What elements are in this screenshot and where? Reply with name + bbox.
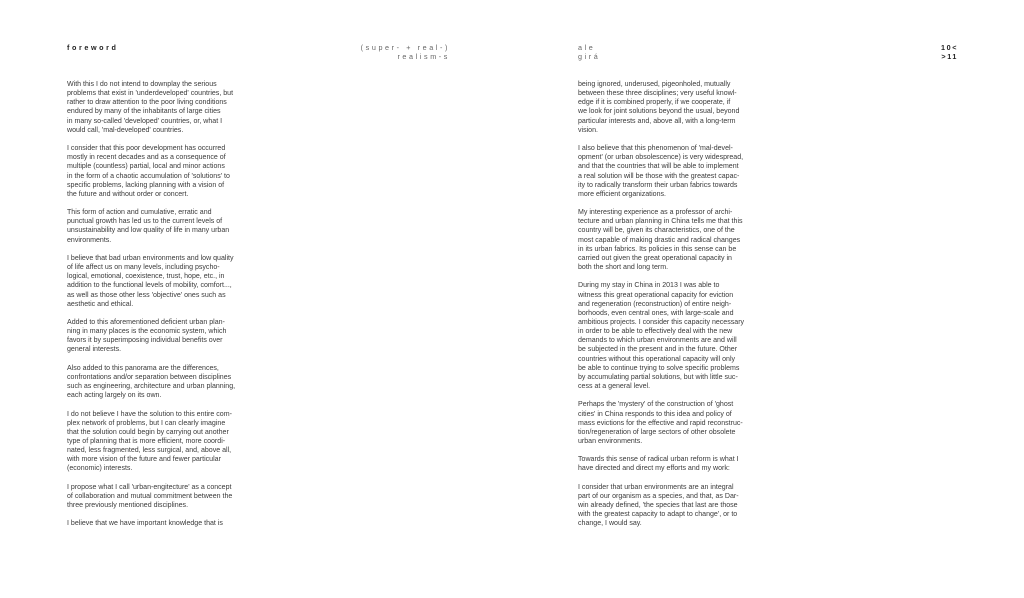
paragraph: [67, 483, 259, 510]
text-line: Added to this aforementioned deficient urban plan-: [67, 319, 225, 326]
paragraph: [67, 254, 259, 309]
text-line: most capable of making drastic and radical changes: [578, 236, 741, 244]
text-line: Towards this sense of radical urban reform is what I: [578, 456, 739, 464]
text-line: I do not believe I have the solution to this entire com-: [67, 410, 232, 418]
paragraph: [578, 80, 770, 135]
text-line: three previously mentioned disciplines.: [67, 502, 189, 510]
page-numbers: [941, 43, 958, 61]
text-line: and regeneration (reconstruction) of entire neigh-: [578, 300, 732, 308]
text-line: with the greatest capacity to adapt to change', or to: [578, 511, 738, 519]
text-line: favors it by superimposing individual benefits over: [67, 337, 223, 345]
text-line: tecture and urban planning in China tells me that this: [578, 218, 743, 226]
text-line: be able to continue trying to solve specific problems: [578, 364, 740, 372]
text-line: addition to the functional levels of mobility, comfort...,: [67, 282, 232, 290]
text-line: I also believe that this phenomenon of 'mal-devel-: [578, 145, 733, 153]
text-line: type of planning that is more efficient, more coordi-: [67, 438, 226, 445]
paragraph: [67, 80, 259, 135]
text-line: be subjected in the present and in the future. Other: [578, 346, 738, 354]
text-line: cities' in China responds to this idea and policy of: [578, 410, 732, 418]
text-line: and that the countries that will be able to implement: [578, 163, 739, 171]
text-line: would call, 'mal-developed' countries.: [67, 126, 184, 134]
text-line: demands to which urban environments are and will: [578, 337, 737, 345]
paragraph: [67, 519, 259, 528]
text-line: such as engineering, architecture and urban planning,: [67, 383, 236, 391]
text-line: by accumulating partial solutions, but with little suc-: [578, 373, 738, 381]
text-line: witness this great operational capacity for eviction: [578, 291, 734, 299]
text-line: This form of action and cumulative, erratic and: [67, 209, 212, 217]
text-line: carried out given the great operational capacity in: [578, 254, 732, 262]
page-number-left: 10<: [941, 43, 958, 52]
text-line: particular interests and, above all, with a long-term: [578, 117, 736, 125]
author-name: [578, 43, 600, 61]
text-line: I believe that we have important knowledge that is: [67, 520, 223, 528]
paragraph: [67, 144, 259, 199]
paragraph: [578, 208, 770, 272]
text-line: rather to draw attention to the poor living conditions: [67, 99, 227, 107]
book-title-line: realism-s: [397, 52, 450, 61]
text-line: punctual growth has led us to the current levels of: [67, 218, 223, 226]
text-line: I believe that bad urban environments and low quality: [67, 254, 234, 262]
text-line: more efficient organizations.: [578, 190, 667, 198]
text-line: as well as those other less 'objective' ones such as: [67, 291, 226, 299]
text-line: confrontations and/or separation between disciplines: [67, 373, 232, 381]
text-line: opment' (or urban obsolescence) is very widespread,: [578, 154, 744, 162]
text-line: both the short and long term.: [578, 264, 669, 272]
text-line: unsustainability and low quality of life in many urban: [67, 227, 230, 235]
right-text-column: [578, 80, 770, 538]
text-line: between these three disciplines; very useful knowl-: [578, 90, 737, 98]
paragraph: [578, 483, 770, 529]
text-line: urban environments.: [578, 438, 643, 446]
author-name-line: girá: [578, 52, 601, 61]
section-label: [67, 43, 119, 52]
text-line: win already defined, 'the species that last are those: [578, 502, 738, 510]
paragraph: [578, 455, 770, 473]
text-line: country will be, given its characteristics, one of the: [578, 227, 735, 235]
text-line: I consider that this poor development has occurred: [67, 145, 226, 153]
left-text-column: [67, 80, 259, 538]
text-line: the future and without order or concert.: [67, 190, 189, 198]
text-line: aesthetic and ethical.: [67, 300, 134, 308]
book-title-line: (super- + real-): [360, 43, 450, 52]
text-line: a real solution will be those with the greatest capac-: [578, 172, 740, 180]
text-line: in its urban fabrics. Its policies in this sense can be: [578, 245, 737, 253]
text-line: with more vision of the future and fewer particular: [67, 456, 221, 464]
text-line: edge if it is combined properly, if we cooperate, if: [578, 99, 731, 107]
text-line: Also added to this panorama are the differences,: [67, 364, 219, 372]
text-line: in many so-called 'developed' countries, or, what I: [67, 117, 223, 125]
text-line: change, I would say.: [578, 520, 642, 528]
text-line: plex network of problems, but I can clearly imagine: [67, 419, 226, 427]
text-line: cess at a general level.: [578, 383, 651, 391]
text-line: endured by many of the inhabitants of large cities: [67, 108, 221, 116]
text-line: nated, less fragmented, less surgical, and, above all,: [67, 447, 232, 455]
text-line: each acting largely on its own.: [67, 392, 162, 400]
text-line: have directed and direct my efforts and my work:: [578, 465, 730, 473]
text-line: tion/regeneration of large sectors of other obsolete: [578, 428, 736, 436]
paragraph: [67, 364, 259, 401]
text-line: environments.: [67, 236, 112, 244]
text-line: problems that exist in 'underdeveloped' countries, but: [67, 90, 234, 98]
text-line: Perhaps the 'mystery' of the construction of 'ghost: [578, 401, 734, 409]
text-line: countries without this operational capacity will only: [578, 355, 736, 363]
text-line: ambitious projects. I consider this capacity necessary: [578, 319, 745, 327]
text-line: During my stay in China in 2013 I was able to: [578, 282, 720, 290]
paragraph: [67, 410, 259, 474]
author-name-line: ale: [578, 43, 596, 52]
section-label-text: foreword: [67, 43, 119, 52]
text-line: ity to radically transform their urban fabrics towards: [578, 181, 738, 189]
text-line: logical, emotional, coexistence, trust, hope, etc., in: [67, 273, 225, 281]
text-line: multiple (countless) partial, local and minor actions: [67, 163, 225, 171]
text-line: I propose what I call 'urban-engitecture' as a concept: [67, 483, 232, 491]
text-line: mostly in recent decades and as a consequence of: [67, 154, 226, 162]
paragraph: [67, 208, 259, 245]
text-line: general interests.: [67, 346, 122, 354]
text-line: (economic) interests.: [67, 465, 133, 473]
paragraph: [578, 400, 770, 446]
paragraph: [578, 144, 770, 199]
text-line: in the form of a chaotic accumulation of 'solutions' to: [67, 172, 230, 180]
text-line: specific problems, lacking planning with a vision of: [67, 181, 225, 189]
text-line: My interesting experience as a professor of archi-: [578, 209, 733, 217]
text-line: we look for joint solutions beyond the usual, beyond: [578, 108, 740, 116]
text-line: that the solution could begin by carrying out another: [67, 428, 229, 436]
book-title: [360, 43, 450, 61]
text-line: ning in many places is the economic system, which: [67, 328, 227, 336]
paragraph: [578, 281, 770, 391]
text-line: mass evictions for the effective and rapid reconstruc-: [578, 419, 743, 427]
text-line: of collaboration and mutual commitment between the: [67, 492, 233, 500]
text-line: part of our organism as a species, and that, as Dar-: [578, 492, 739, 500]
text-line: of life affect us on many levels, including psycho-: [67, 264, 220, 272]
text-line: vision.: [578, 126, 598, 134]
text-line: I consider that urban environments are an integral: [578, 483, 734, 491]
text-line: being ignored, underused, pigeonholed, mutually: [578, 81, 731, 88]
text-line: With this I do not intend to downplay the serious: [67, 81, 217, 88]
page-number-right: >11: [941, 52, 958, 61]
paragraph: [67, 318, 259, 355]
text-line: in order to be able to effectively deal with the new: [578, 328, 733, 336]
text-line: borhoods, even central ones, with large-scale and: [578, 309, 734, 317]
